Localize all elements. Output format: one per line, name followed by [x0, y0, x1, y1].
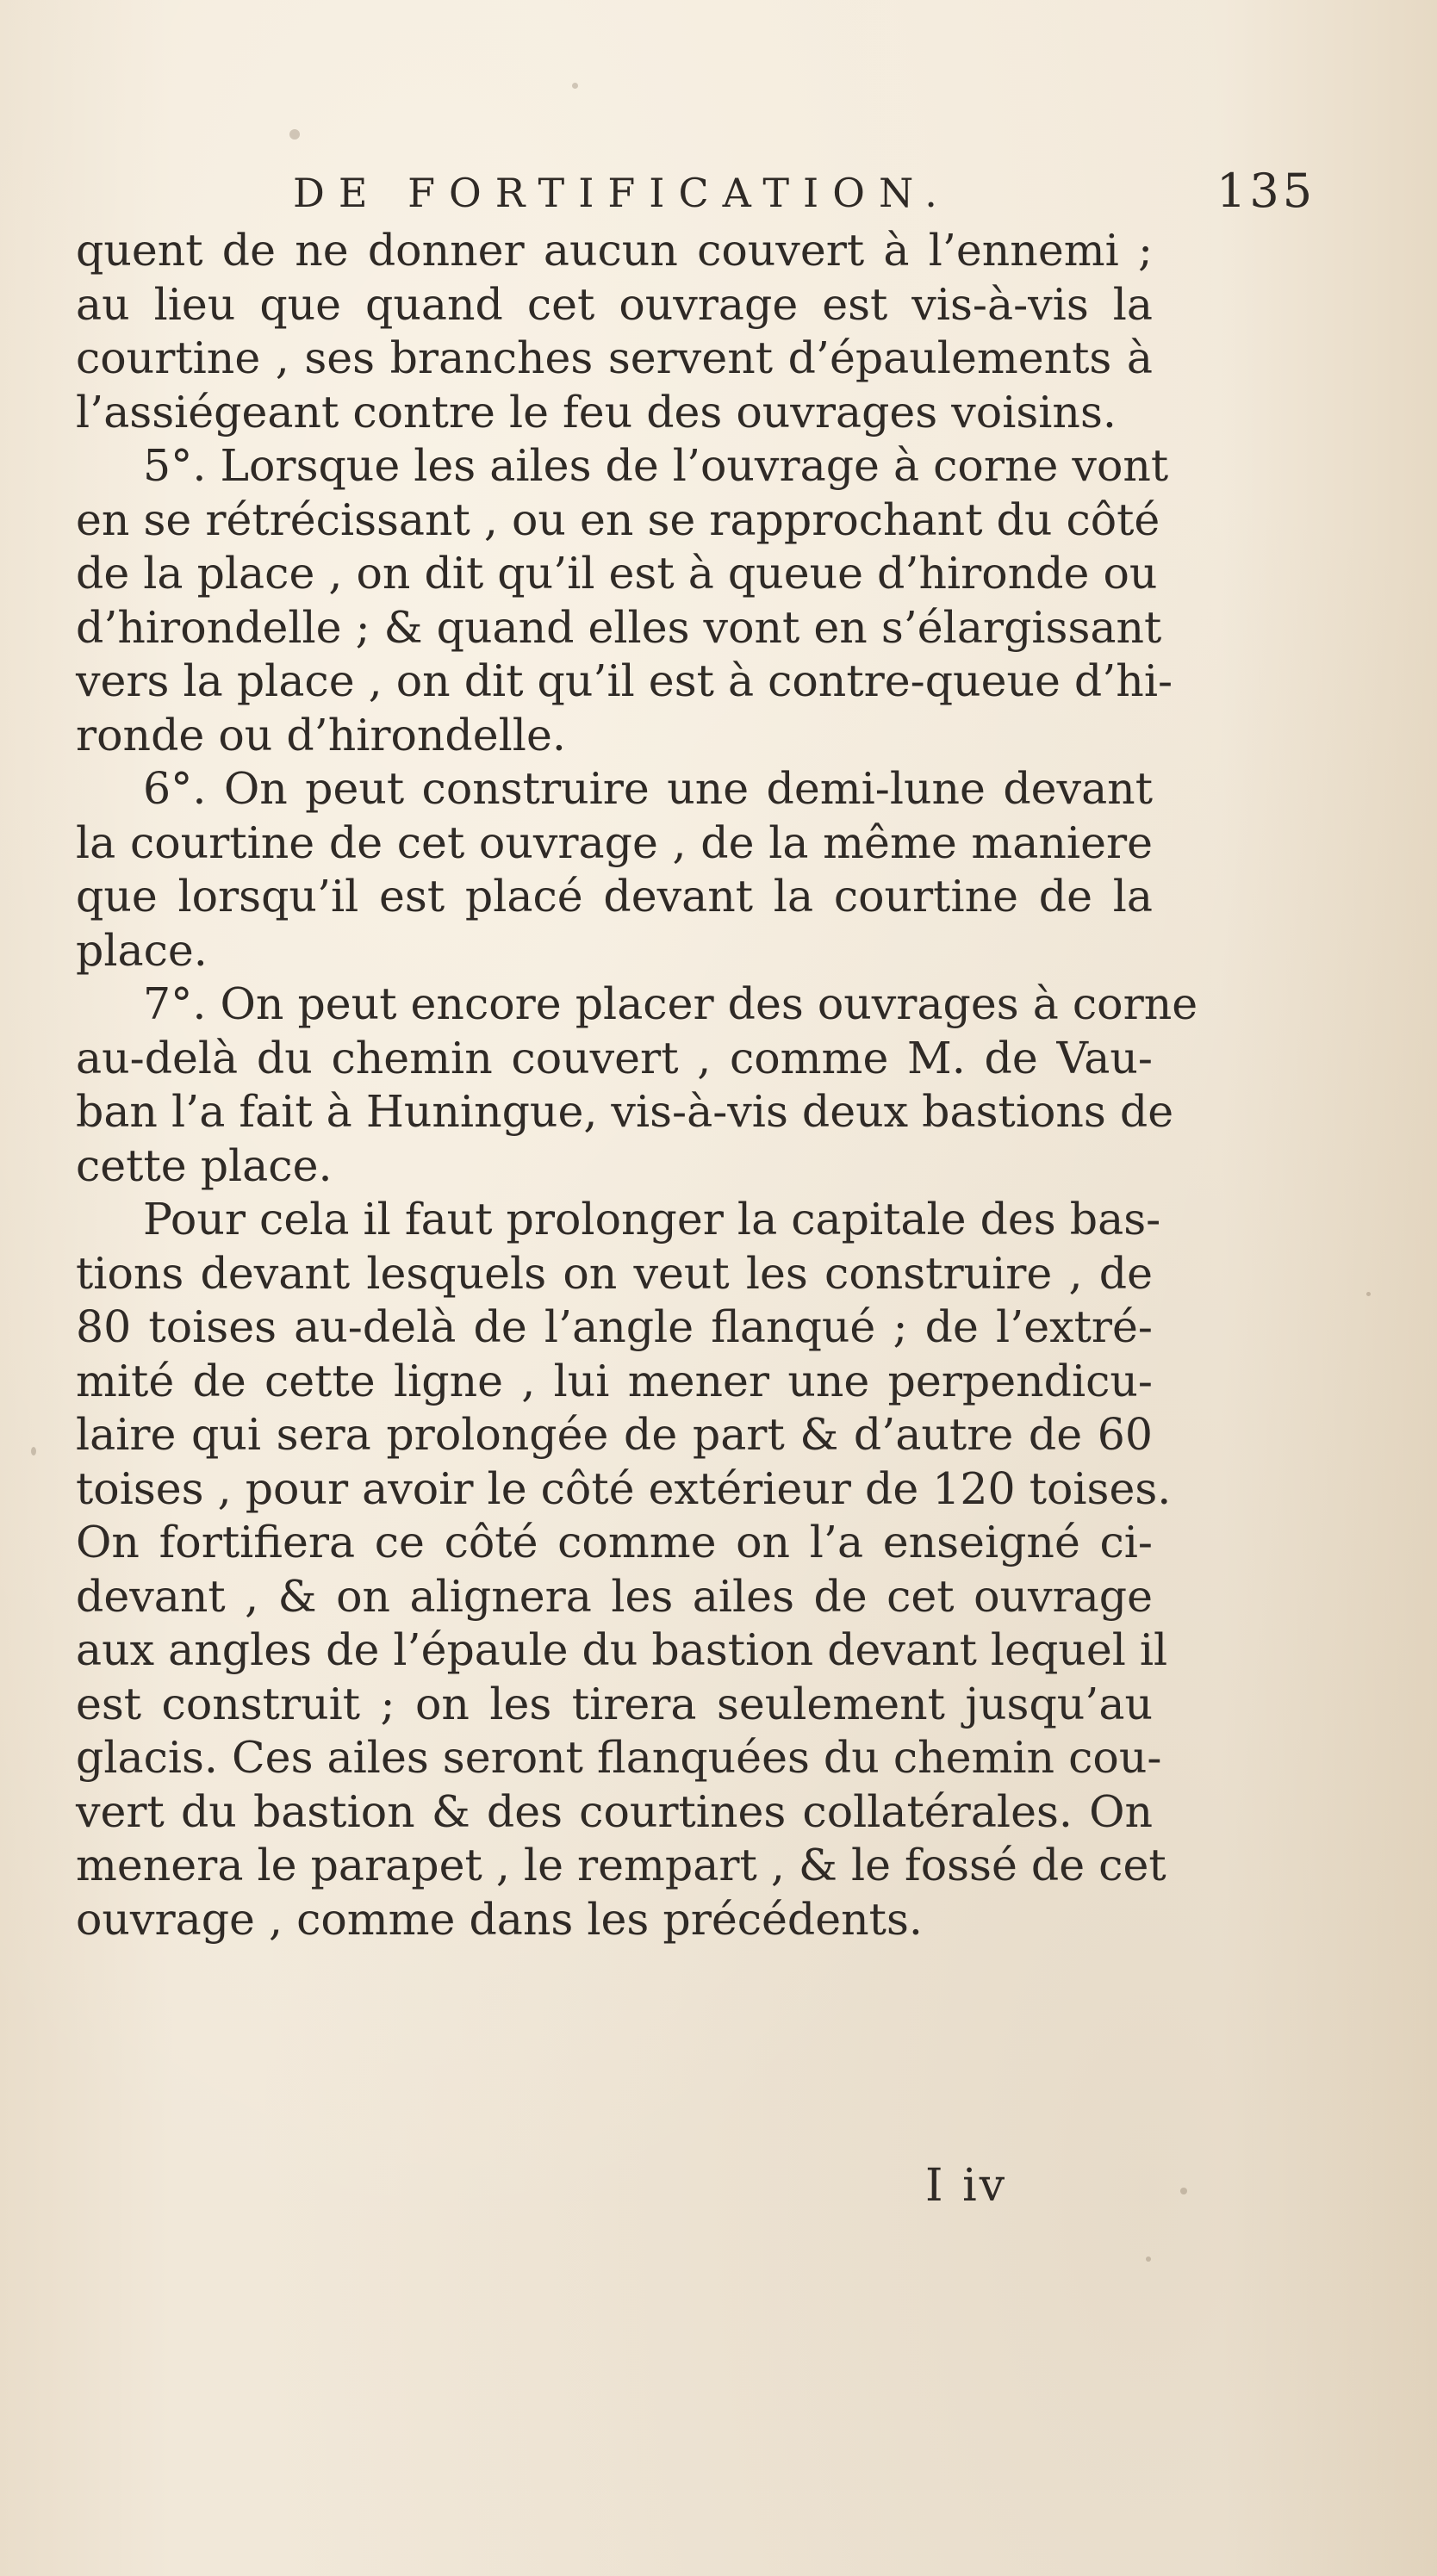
text-line: courtine , ses branches servent d’épaulements à — [76, 332, 1153, 383]
text-line: On fortifiera ce côté comme on l’a enseigné ci- — [76, 1517, 1153, 1567]
text-line: d’hirondelle ; & quand elles vont en s’élargissant — [76, 601, 1162, 653]
text-line: devant , & on alignera les ailes de cet ouvrage — [76, 1570, 1153, 1622]
text-line: menera le parapet , le rempart , & le fossé de cet — [76, 1840, 1166, 1890]
text-line: 6°. On peut construire une demi-lune devant — [143, 763, 1153, 814]
text-line: mité de cette ligne , lui mener une perpendicu- — [76, 1355, 1153, 1406]
text-line: la courtine de cet ouvrage , de la même maniere — [76, 816, 1153, 868]
text-line: en se rétrécissant , ou en se rapprochant du côté — [76, 493, 1160, 545]
text-line: ouvrage , comme dans les précédents. — [76, 1893, 923, 1945]
signature-mark: I iv — [925, 2160, 1008, 2212]
text-line: tions devant lesquels on veut les construire , de — [76, 1247, 1153, 1299]
text-line: vers la place , on dit qu’il est à contre-queue d’hi- — [76, 655, 1173, 706]
paper-blemish — [289, 129, 300, 140]
text-line: laire qui sera prolongée de part & d’autre de 60 — [76, 1409, 1153, 1460]
paper-blemish — [1366, 1292, 1371, 1296]
text-line: au-delà du chemin couvert , comme M. de Vau- — [76, 1032, 1153, 1083]
text-line: vert du bastion & des courtines collatérales. On — [76, 1785, 1153, 1837]
text-line: est construit ; on les tirera seulement jusqu’au — [76, 1678, 1153, 1729]
paper-blemish — [1180, 2188, 1187, 2194]
text-line: Pour cela il faut prolonger la capitale des bas- — [143, 1194, 1161, 1245]
body-text — [76, 224, 1198, 1946]
text-line: cette place. — [76, 1139, 333, 1191]
text-line: au lieu que quand cet ouvrage est vis-à-vis la — [76, 278, 1153, 330]
text-line: de la place , on dit qu’il est à queue d’hironde ou — [76, 548, 1158, 599]
text-line: que lorsqu’il est placé devant la courtine de la — [76, 871, 1153, 922]
paper-blemish — [572, 83, 578, 89]
text-line: place. — [76, 924, 208, 976]
page-number: 135 — [1216, 164, 1316, 218]
text-line: ronde ou d’hirondelle. — [76, 709, 566, 760]
paper-blemish — [31, 1447, 36, 1456]
running-title: DE FORTIFICATION. — [293, 170, 951, 216]
text-line: 7°. On peut encore placer des ouvrages à corne — [143, 978, 1198, 1029]
text-line: glacis. Ces ailes seront flanquées du chemin cou- — [76, 1732, 1162, 1783]
text-line: 5°. Lorsque les ailes de l’ouvrage à corne vont — [143, 440, 1169, 491]
text-line: l’assiégeant contre le feu des ouvrages voisins. — [76, 386, 1117, 438]
text-line: toises , pour avoir le côté extérieur de 120 toises. — [76, 1462, 1172, 1514]
text-line: 80 toises au-delà de l’angle flanqué ; de l’extré- — [76, 1301, 1153, 1352]
paper-blemish — [1146, 2256, 1151, 2262]
text-line: aux angles de l’épaule du bastion devant lequel il — [76, 1624, 1168, 1675]
text-line: ban l’a fait à Huningue, vis-à-vis deux bastions de — [76, 1086, 1174, 1137]
text-line: quent de ne donner aucun couvert à l’ennemi ; — [76, 225, 1153, 276]
